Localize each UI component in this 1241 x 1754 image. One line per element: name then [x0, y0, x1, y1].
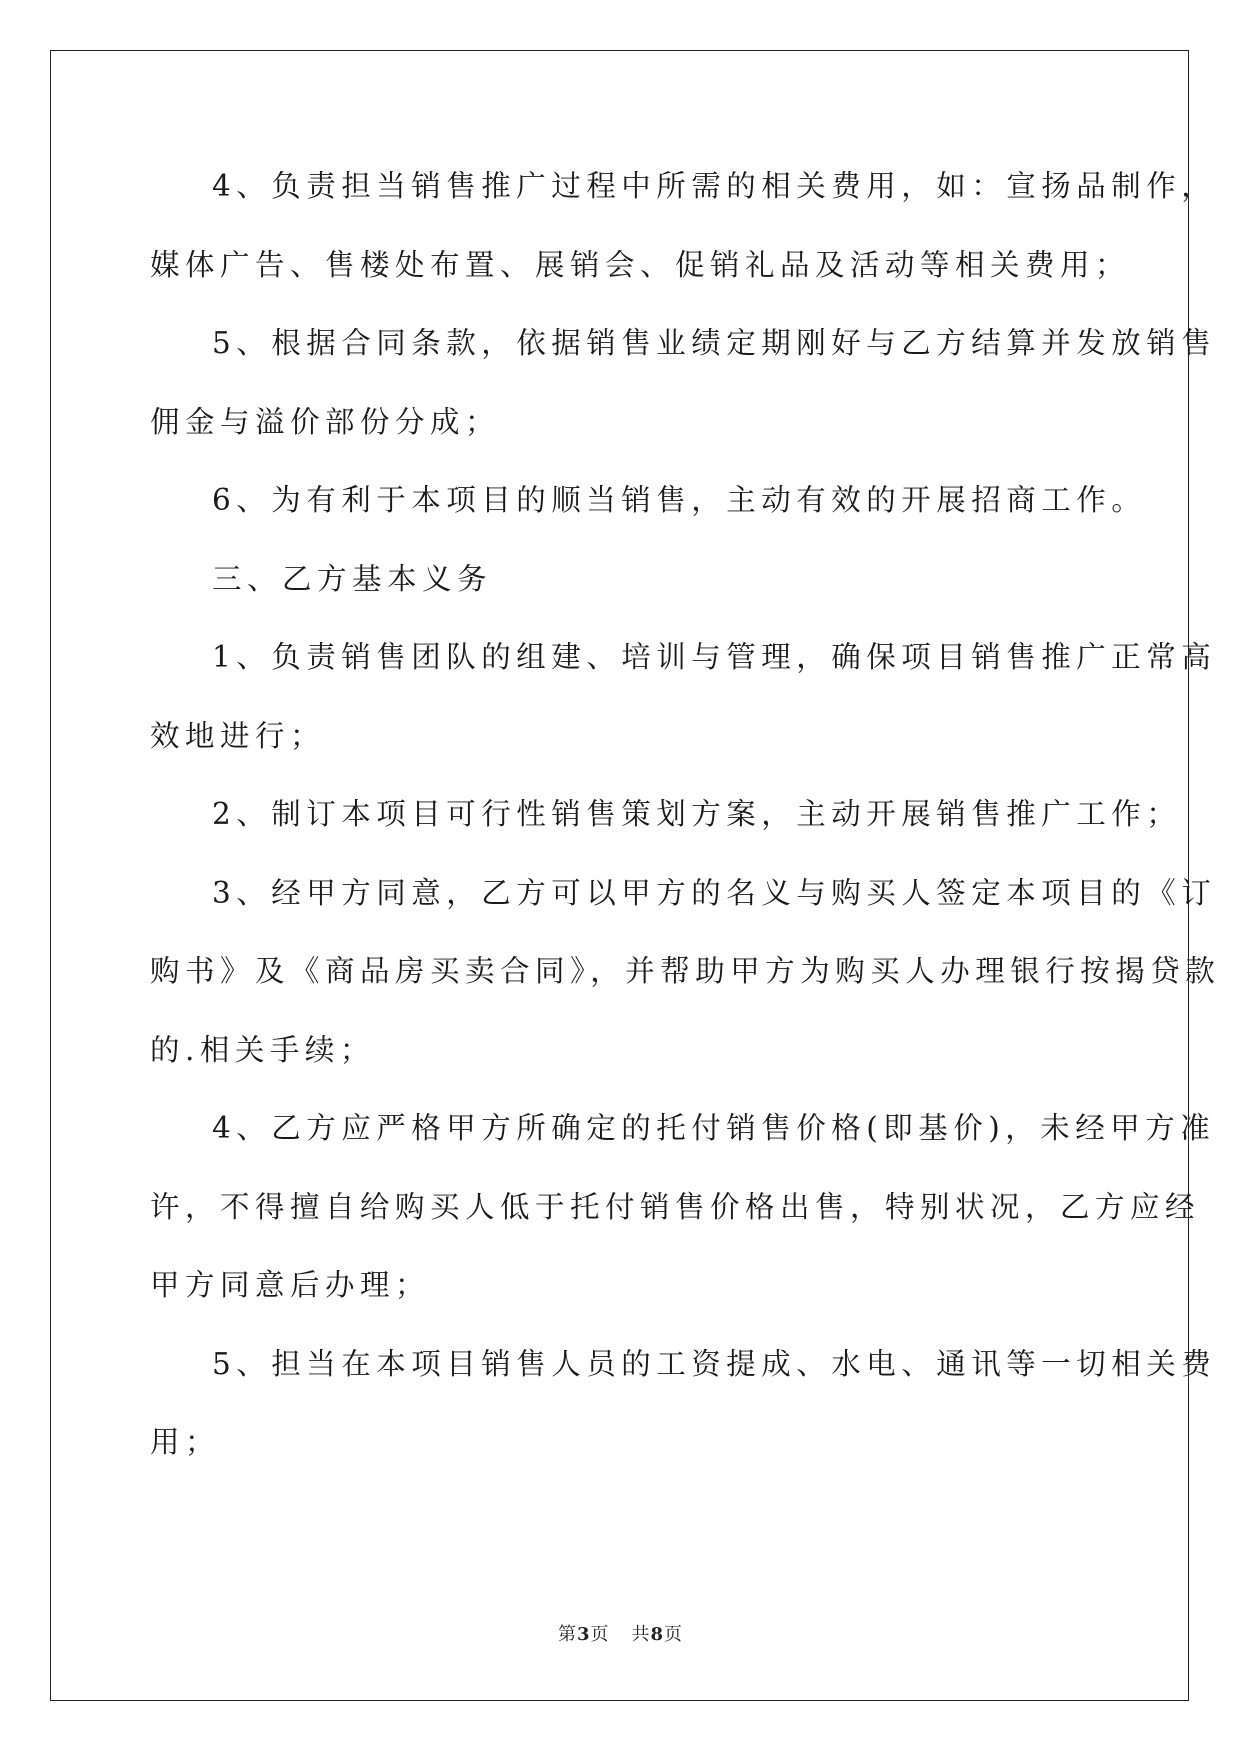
current-page-number: 3: [576, 1624, 591, 1645]
text-line: 的.相关手续；: [150, 1032, 375, 1067]
text-line: 3、经甲方同意，乙方可以甲方的名义与购买人签定本项目的《订: [212, 875, 1217, 910]
text-line: 佣金与溢价部份分成；: [150, 404, 501, 439]
page-suffix: 页: [590, 1624, 610, 1645]
total-page-number: 8: [650, 1624, 665, 1645]
section-heading: 三、乙方基本义务: [212, 561, 493, 596]
text-line: 甲方同意后办理；: [150, 1268, 431, 1302]
text-line: 效地进行；: [150, 718, 326, 753]
text-line: 1、负责销售团队的组建、培训与管理，确保项目销售推广正常高: [212, 640, 1217, 674]
text-line: 4、乙方应严格甲方所确定的托付销售价格(即基价)，未经甲方准: [212, 1111, 1216, 1145]
total-prefix: 共: [631, 1624, 651, 1645]
text-line: 用；: [150, 1425, 221, 1459]
page-number-footer: [0, 1620, 1241, 1646]
document-body: [150, 161, 1221, 1496]
text-line: 许，不得擅自给购买人低于托付销售价格出售，特别状况，乙方应经: [150, 1189, 1201, 1224]
text-line: 4、负责担当销售推广过程中所需的相关费用，如：宣扬品制作，: [212, 169, 1217, 203]
text-line: 媒体广告、售楼处布置、展销会、促销礼品及活动等相关费用；: [150, 247, 1131, 282]
text-line: 5、根据合同条款，依据销售业绩定期刚好与乙方结算并发放销售: [212, 326, 1217, 360]
page-prefix: 第: [557, 1624, 577, 1645]
text-line: 购书》及《商品房买卖合同》，并帮助甲方为购买人办理银行按揭贷款: [150, 954, 1221, 988]
text-line: 6、为有利于本项目的顺当销售，主动有效的开展招商工作。: [212, 483, 1147, 517]
text-line: 2、制订本项目可行性销售策划方案，主动开展销售推广工作；: [212, 797, 1182, 831]
total-suffix: 页: [664, 1624, 684, 1645]
text-line: 5、担当在本项目销售人员的工资提成、水电、通讯等一切相关费: [212, 1346, 1217, 1381]
